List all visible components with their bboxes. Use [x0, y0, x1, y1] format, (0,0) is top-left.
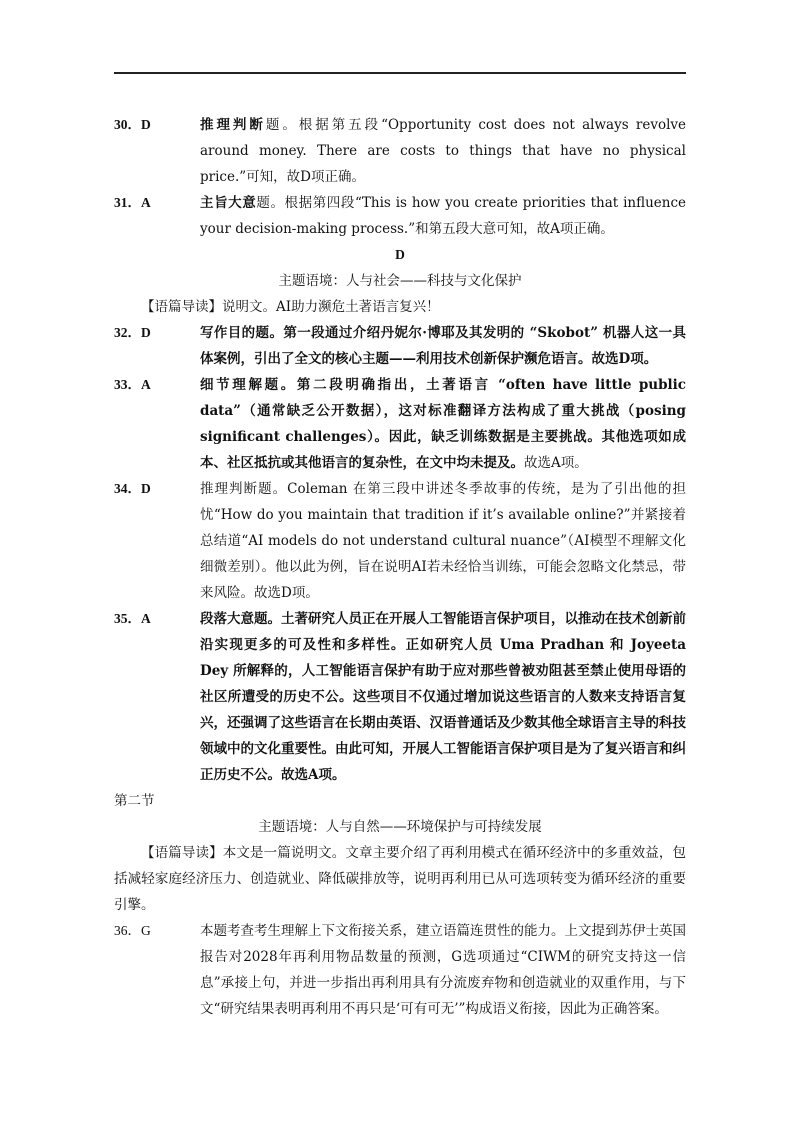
answer-item-34: [114, 476, 686, 606]
answer-number: 31．A: [114, 195, 151, 210]
answer-item-35: [114, 606, 686, 788]
answer-explanation: 细节理解题。第二段明确指出，土著语言 “often have little public data”（通常缺乏公开数据），这对标准翻译方法构成了重大挑战（posing significant challenges）。因此，缺乏训练数据是主要挑战。其他选项如成本、社区抵抗或其他语言的复杂性，在文中均未提及。: [200, 377, 686, 471]
answer-explanation: 本题考查考生理解上下文衔接关系，建立语篇连贯性的能力。上文提到苏伊士英国报告对2028年再利用物品数量的预测，G选项通过“CIWM的研究支持这一信息”承接上句，并进一步指出再利用具有分流废弃物和创造就业的双重作用，与下文“研究结果表明再利用不再只是‘可有可无’”构成语义衔接，因此为正确答案。: [200, 923, 686, 1017]
answer-number: 35．A: [114, 611, 151, 626]
answer-explanation: 题。根据第五段“Opportunity cost does not always revolve around money. There are costs to things that have no physical price.”可知，故D项正确。: [200, 117, 687, 185]
passage-letter: D: [395, 247, 405, 262]
answer-item-31: [114, 190, 686, 242]
answer-explanation: 推理判断题。Coleman 在第三段中讲述冬季故事的传统，是为了引出他的担忧“How do you maintain that tradition if it’s available online?”并紧接着总结道“AI models do not understand cultural nuance”（AI模型不理解文化细微差别）。他以此为例，旨在说明AI若未经恰当训练，可能会忽略文化禁忌，带来风险。故选D项。: [200, 481, 686, 601]
answer-explanation: 写作目的题。第一段通过介绍丹妮尔·博耶及其发明的 “Skobot” 机器人这一具体案例，引出了全文的核心主题——利用技术创新保护濒危语言。故选D项。: [200, 325, 686, 367]
answer-item-30: [114, 112, 686, 190]
answer-number: 33．A: [114, 377, 151, 392]
question-type: 推理判断: [200, 117, 266, 133]
answer-number: 34．D: [114, 481, 151, 496]
answer-item-33: [114, 372, 686, 476]
question-type: 主旨大意: [200, 195, 257, 211]
passage-theme: 主题语境：人与社会——科技与文化保护: [278, 273, 522, 289]
answer-item-32: [114, 320, 686, 372]
header-rule: [114, 72, 686, 74]
passage-guide: 【语篇导读】本文是一篇说明文。文章主要介绍了再利用模式在循环经济中的多重效益，包括减轻家庭经济压力、创造就业、降低碳排放等，说明再利用已从可选项转变为循环经济的重要引擎。: [114, 845, 686, 913]
answer-content: [114, 112, 686, 1022]
answer-number: 32．D: [114, 325, 151, 340]
answer-explanation: 题。根据第四段“This is how you create priorities that influence your decision-making process.”和第五段大意可知，故A项正确。: [200, 195, 687, 237]
answer-number: 30．D: [114, 117, 151, 132]
answer-explanation: 段落大意题。土著研究人员正在开展人工智能语言保护项目，以推动在技术创新前沿实现更多的可及性和多样性。正如研究人员 Uma Pradhan 和 Joyeeta Dey 所解释的，人工智能语言保护有助于应对那些曾被劝阻甚至禁止使用母语的社区所遭受的历史不公。这些项目不仅通过增加说这些语言的人数来支持语言复兴，还强调了这些语言在长期由英语、汉语普通话及少数其他全球语言主导的科技领域中的文化重要性。由此可知，开展人工智能语言保护项目是为了复兴语言和纠正历史不公。故选A项。: [200, 611, 686, 783]
passage-guide: 【语篇导读】说明文。AI助力濒危土著语言复兴！: [141, 299, 440, 315]
passage-theme: 主题语境：人与自然——环境保护与可持续发展: [258, 819, 542, 835]
answer-item-36: [114, 918, 686, 1022]
section-label: 第二节: [114, 793, 155, 809]
answer-number: 36．G: [114, 923, 151, 938]
answer-conclusion: 故选A项。: [524, 455, 588, 471]
